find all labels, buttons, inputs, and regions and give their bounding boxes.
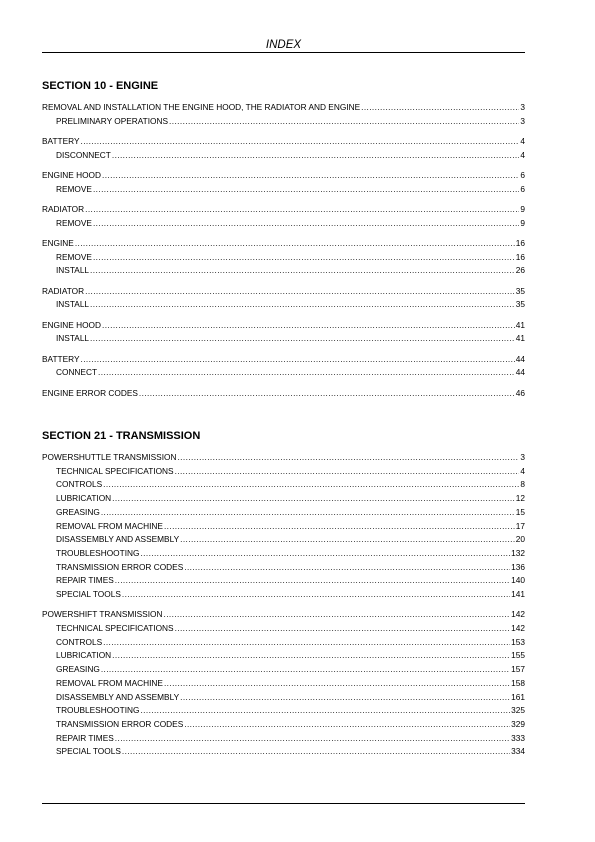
entry-title: TECHNICAL SPECIFICATIONS <box>56 623 174 634</box>
index-subentry <box>42 506 525 520</box>
dot-leader <box>112 149 520 163</box>
entry-title: POWERSHUTTLE TRANSMISSION <box>42 452 177 462</box>
entry-title: CONNECT <box>56 367 98 378</box>
entry-title: CONTROLS <box>56 636 103 647</box>
dot-leader <box>102 169 519 183</box>
entry-page-number: 17 <box>515 520 525 531</box>
entry-page-number: 136 <box>511 561 525 572</box>
index-entry <box>42 237 525 251</box>
entry-title: SPECIAL TOOLS <box>56 589 121 600</box>
dot-leader <box>75 237 515 251</box>
index-subentry <box>42 691 525 705</box>
entry-title: LUBRICATION <box>56 493 112 504</box>
entry-title: REMOVE <box>56 183 92 194</box>
dot-leader <box>184 561 510 575</box>
index-entry <box>42 101 525 115</box>
index-subentry <box>42 636 525 650</box>
index-group <box>42 101 525 128</box>
entry-title: DISCONNECT <box>56 149 111 160</box>
entry-page-number: 161 <box>511 691 525 702</box>
entry-page-number: 334 <box>511 746 525 757</box>
entry-title: REMOVAL FROM MACHINE <box>56 677 163 688</box>
index-entry <box>42 353 525 367</box>
dot-leader <box>122 588 510 602</box>
entry-page-number: 35 <box>515 285 525 296</box>
entry-title: CONTROLS <box>56 479 103 490</box>
entry-page-number: 155 <box>511 650 525 661</box>
entry-page-number: 325 <box>511 705 525 716</box>
index-group <box>42 203 525 230</box>
entry-title: PRELIMINARY OPERATIONS <box>56 115 169 126</box>
entry-title: TROUBLESHOOTING <box>56 705 140 716</box>
index-entry <box>42 608 525 622</box>
entry-title: REPAIR TIMES <box>56 575 114 586</box>
entry-page-number: 46 <box>515 387 525 398</box>
index-entry <box>42 203 525 217</box>
dot-leader <box>93 183 519 197</box>
entry-page-number: 132 <box>511 547 525 558</box>
entry-title: TRANSMISSION ERROR CODES <box>56 718 184 729</box>
section-transmission <box>42 430 525 759</box>
entry-page-number: 41 <box>515 333 525 344</box>
entry-page-number: 9 <box>520 217 525 228</box>
entry-page-number: 8 <box>520 479 525 490</box>
dot-leader <box>85 285 515 299</box>
dot-leader <box>90 264 515 278</box>
entry-page-number: 4 <box>520 149 525 160</box>
entry-title: ENGINE ERROR CODES <box>42 387 138 398</box>
entry-page-number: 44 <box>515 367 525 378</box>
entry-page-number: 4 <box>520 465 525 476</box>
entry-page-number: 3 <box>520 115 525 126</box>
dot-leader <box>101 663 510 677</box>
dot-leader <box>102 319 515 333</box>
index-subentry <box>42 366 525 380</box>
entry-page-number: 6 <box>520 170 525 180</box>
entry-page-number: 4 <box>520 136 525 146</box>
index-subentry <box>42 478 525 492</box>
entry-page-number: 20 <box>515 534 525 545</box>
dot-leader <box>103 636 510 650</box>
entry-title: GREASING <box>56 506 100 517</box>
dot-leader <box>81 353 515 367</box>
index-subentry <box>42 492 525 506</box>
dot-leader <box>139 387 515 401</box>
index-entry <box>42 169 525 183</box>
index-entry <box>42 319 525 333</box>
index-group <box>42 353 525 380</box>
entry-title: INSTALL <box>56 265 90 276</box>
section-engine <box>42 80 525 400</box>
index-subentry <box>42 251 525 265</box>
index-subentry <box>42 649 525 663</box>
entry-title: POWERSHIFT TRANSMISSION <box>42 609 163 620</box>
dot-leader <box>180 691 510 705</box>
index-subentry <box>42 520 525 534</box>
dot-leader <box>175 622 511 636</box>
entry-page-number: 3 <box>520 102 525 112</box>
index-entry <box>42 285 525 299</box>
dot-leader <box>93 217 519 231</box>
index-entry <box>42 451 525 465</box>
entry-page-number: 9 <box>520 204 525 214</box>
index-subentry <box>42 745 525 759</box>
index-subentry <box>42 561 525 575</box>
index-subentry <box>42 332 525 346</box>
dot-leader <box>81 135 520 149</box>
entry-page-number: 44 <box>515 353 525 364</box>
entry-title: ENGINE <box>42 238 74 248</box>
entry-page-number: 16 <box>515 251 525 262</box>
entry-title: INSTALL <box>56 299 90 310</box>
dot-leader <box>361 101 519 115</box>
dot-leader <box>169 115 519 129</box>
index-group <box>42 319 525 346</box>
dot-leader <box>90 298 515 312</box>
index-group <box>42 451 525 602</box>
index-entry <box>42 387 525 401</box>
entry-title: TRANSMISSION ERROR CODES <box>56 561 184 572</box>
entry-title: TECHNICAL SPECIFICATIONS <box>56 465 174 476</box>
index-subentry <box>42 732 525 746</box>
index-subentry <box>42 149 525 163</box>
entry-title: RADIATOR <box>42 204 85 214</box>
section-title: SECTION 10 - ENGINE <box>42 80 159 92</box>
index-subentry <box>42 663 525 677</box>
entry-title: REMOVAL FROM MACHINE <box>56 520 163 531</box>
dot-leader <box>115 732 510 746</box>
index-subentry <box>42 547 525 561</box>
dot-leader <box>163 608 510 622</box>
header-rule <box>42 52 525 53</box>
entry-page-number: 6 <box>520 183 525 194</box>
dot-leader <box>98 366 515 380</box>
entry-page-number: 141 <box>511 589 525 600</box>
index-subentry <box>42 183 525 197</box>
index-subentry <box>42 622 525 636</box>
entry-title: BATTERY <box>42 136 80 146</box>
index-subentry <box>42 574 525 588</box>
index-subentry <box>42 264 525 278</box>
entry-title: REMOVE <box>56 217 92 228</box>
dot-leader <box>103 478 519 492</box>
entry-page-number: 12 <box>515 493 525 504</box>
dot-leader <box>140 704 510 718</box>
entry-title: REMOVAL AND INSTALLATION THE ENGINE HOOD, THE RADIATOR AND ENGINE <box>42 102 361 112</box>
index-group <box>42 608 525 759</box>
index-subentry <box>42 533 525 547</box>
dot-leader <box>112 492 515 506</box>
entry-title: BATTERY <box>42 353 80 364</box>
entry-title: INSTALL <box>56 333 90 344</box>
index-subentry <box>42 465 525 479</box>
index-subentry <box>42 217 525 231</box>
dot-leader <box>164 677 510 691</box>
entry-page-number: 35 <box>515 299 525 310</box>
dot-leader <box>177 451 519 465</box>
entry-title: REMOVE <box>56 251 92 262</box>
entry-title: DISASSEMBLY AND ASSEMBLY <box>56 691 180 702</box>
entry-page-number: 157 <box>511 664 525 675</box>
entry-page-number: 153 <box>511 636 525 647</box>
dot-leader <box>90 332 515 346</box>
entry-page-number: 16 <box>515 238 525 248</box>
index-subentry <box>42 115 525 129</box>
index-group <box>42 387 525 401</box>
entry-page-number: 142 <box>511 623 525 634</box>
entry-title: ENGINE HOOD <box>42 170 102 180</box>
dot-leader <box>140 547 510 561</box>
index-group <box>42 169 525 196</box>
entry-title: SPECIAL TOOLS <box>56 746 121 757</box>
dot-leader <box>175 465 520 479</box>
index-subentry <box>42 677 525 691</box>
entry-page-number: 333 <box>511 732 525 743</box>
dot-leader <box>101 506 515 520</box>
dot-leader <box>85 203 519 217</box>
index-group <box>42 237 525 278</box>
entry-title: RADIATOR <box>42 285 85 296</box>
entry-page-number: 15 <box>515 506 525 517</box>
entry-page-number: 158 <box>511 677 525 688</box>
entry-page-number: 329 <box>511 718 525 729</box>
entry-title: LUBRICATION <box>56 650 112 661</box>
index-group <box>42 135 525 162</box>
dot-leader <box>184 718 510 732</box>
footer-rule <box>42 803 525 804</box>
entry-title: ENGINE HOOD <box>42 319 102 330</box>
dot-leader <box>115 574 510 588</box>
index-subentry <box>42 588 525 602</box>
index-subentry <box>42 298 525 312</box>
entry-page-number: 26 <box>515 265 525 276</box>
index-entry <box>42 135 525 149</box>
entry-page-number: 140 <box>511 575 525 586</box>
entry-title: GREASING <box>56 664 100 675</box>
index-subentry <box>42 718 525 732</box>
page-header-title: INDEX <box>265 39 302 51</box>
dot-leader <box>112 649 510 663</box>
entry-title: REPAIR TIMES <box>56 732 114 743</box>
dot-leader <box>164 520 515 534</box>
entry-page-number: 41 <box>515 319 525 330</box>
section-title: SECTION 21 - TRANSMISSION <box>42 430 201 442</box>
entry-title: TROUBLESHOOTING <box>56 547 140 558</box>
dot-leader <box>180 533 515 547</box>
dot-leader <box>122 745 510 759</box>
index-group <box>42 285 525 312</box>
entry-page-number: 142 <box>511 609 525 620</box>
entry-page-number: 3 <box>520 452 525 462</box>
dot-leader <box>93 251 515 265</box>
entry-title: DISASSEMBLY AND ASSEMBLY <box>56 534 180 545</box>
index-subentry <box>42 704 525 718</box>
